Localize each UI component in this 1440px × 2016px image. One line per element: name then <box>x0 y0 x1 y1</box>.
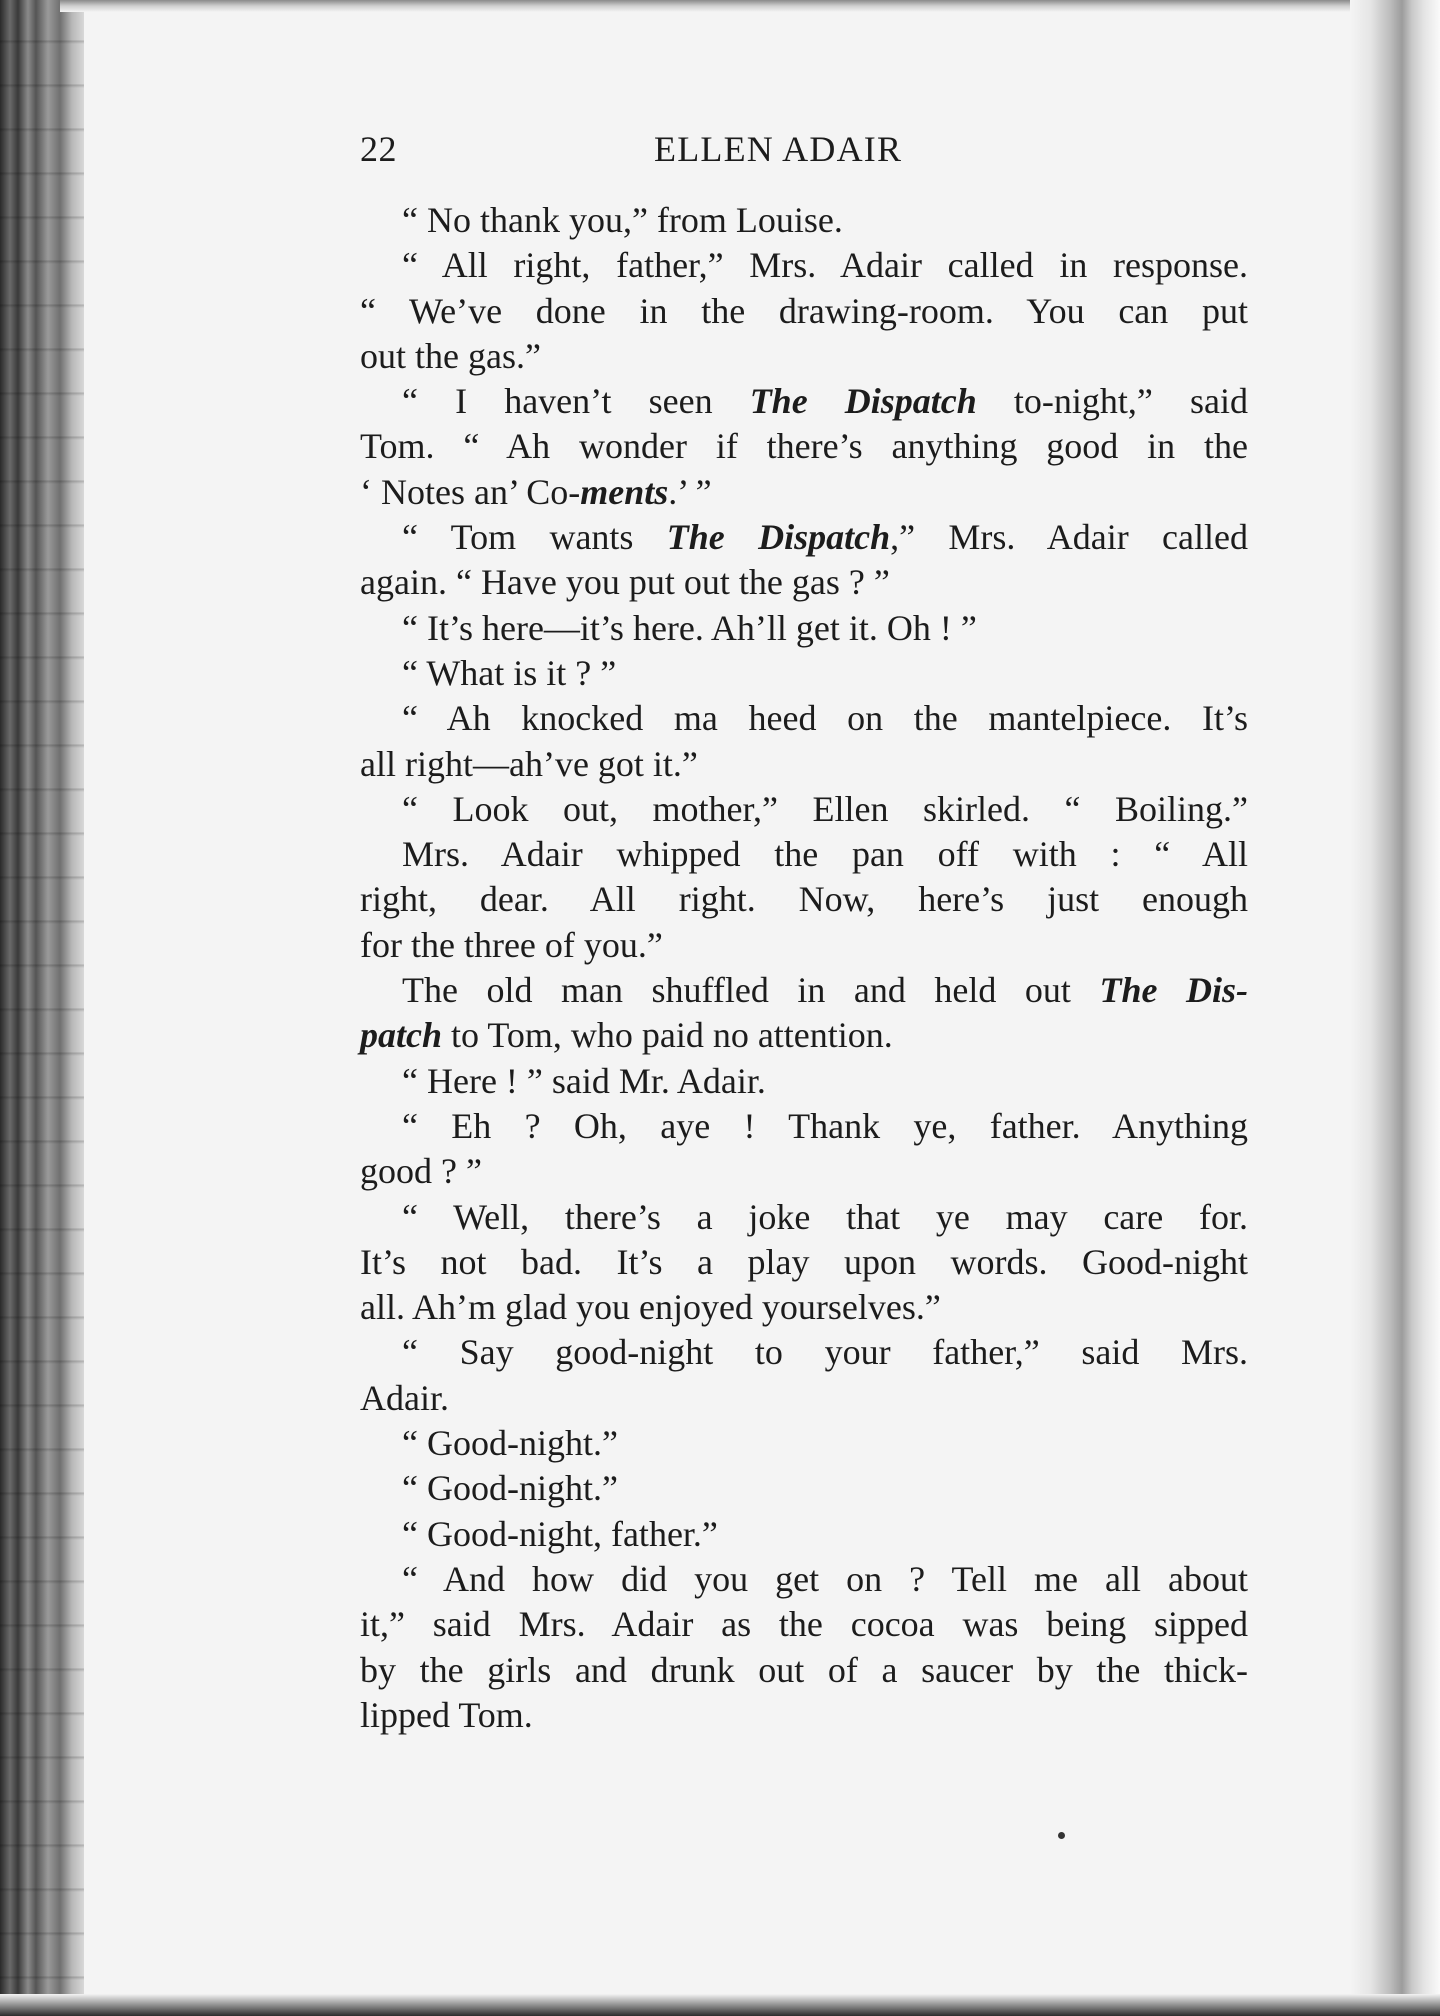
text-line: for the three of you.” <box>360 924 663 965</box>
text-line: right, dear. All right. Now, here’s just enough <box>360 879 1248 920</box>
text-line: “ Look out, mother,” Ellen skirled. “ Boiling.” <box>402 788 1248 829</box>
text-line: Mrs. Adair whipped the pan off with : “ All <box>402 834 1248 875</box>
page-number: 22 <box>360 129 397 169</box>
text-run: ,” Mrs. Adair called <box>890 517 1248 558</box>
text-line: again. “ Have you put out the gas ? ” <box>360 562 890 603</box>
text-line: lipped Tom. <box>360 1694 533 1735</box>
text-line: all. Ah’m glad you enjoyed yourselves.” <box>360 1287 941 1328</box>
running-head <box>360 128 1248 176</box>
text-line: “ Ah knocked ma heed on the mantelpiece. It’s <box>402 698 1248 739</box>
page-stack-edge <box>1350 0 1440 2016</box>
text-run: .’ ” <box>668 471 712 512</box>
text-line: “ Eh ? Oh, aye ! Thank ye, father. Anything <box>402 1105 1248 1146</box>
text-run: “ I haven’t seen <box>402 381 750 422</box>
text-line: “ All right, father,” Mrs. Adair called in response. <box>402 245 1248 286</box>
text-line: Tom. “ Ah wonder if there’s anything good in the <box>360 426 1248 467</box>
text-line <box>360 1013 1248 1058</box>
text-run: ‘ Notes an’ Co- <box>360 471 581 512</box>
text-line: good ? ” <box>360 1151 482 1192</box>
text-line: by the girls and drunk out of a saucer by the thick- <box>360 1649 1248 1690</box>
text-line <box>360 515 1248 560</box>
italic-title: patch <box>360 1015 443 1056</box>
italic-title: The Dis- <box>1099 970 1248 1011</box>
gutter-texture <box>0 0 84 2016</box>
italic-title: The Dispatch <box>666 517 891 558</box>
text-line <box>360 379 1248 424</box>
print-speck <box>1058 1832 1065 1839</box>
text-line <box>360 968 1248 1013</box>
text-line: it,” said Mrs. Adair as the cocoa was being sipped <box>360 1604 1248 1645</box>
text-line: “ Good-night, father.” <box>402 1513 718 1554</box>
text-run: to-night,” said <box>976 381 1248 422</box>
text-run: “ Tom wants <box>402 517 667 558</box>
italic-title: ments <box>580 471 669 512</box>
text-line: “ It’s here—it’s here. Ah’ll get it. Oh ! ” <box>402 607 977 648</box>
text-line: It’s not bad. It’s a play upon words. Good-night <box>360 1241 1248 1282</box>
text-line: out the gas.” <box>360 335 541 376</box>
page-content <box>360 128 1248 1738</box>
italic-title: The Dispatch <box>749 381 977 422</box>
running-title: ELLEN ADAIR <box>654 129 903 169</box>
text-line: “ Well, there’s a joke that ye may care for. <box>402 1196 1248 1237</box>
text-line: “ Good-night.” <box>402 1423 618 1464</box>
text-run: to Tom, who paid no attention. <box>442 1015 893 1056</box>
body-text <box>360 198 1248 1738</box>
bottom-edge-shadow <box>0 1994 1440 2016</box>
text-line: Adair. <box>360 1377 449 1418</box>
text-line: “ What is it ? ” <box>402 652 617 693</box>
text-line: “ No thank you,” from Louise. <box>402 200 843 240</box>
text-line: all right—ah’ve got it.” <box>360 743 698 784</box>
text-run: The old man shuffled in and held out <box>402 970 1100 1011</box>
text-line <box>360 470 1248 515</box>
text-line: “ We’ve done in the drawing-room. You can put <box>360 290 1248 331</box>
text-line: “ Here ! ” said Mr. Adair. <box>402 1060 766 1101</box>
text-line: “ And how did you get on ? Tell me all about <box>402 1558 1248 1599</box>
top-edge-shadow <box>60 0 1360 12</box>
text-line: “ Say good-night to your father,” said Mrs. <box>402 1332 1248 1373</box>
text-line: “ Good-night.” <box>402 1468 618 1509</box>
